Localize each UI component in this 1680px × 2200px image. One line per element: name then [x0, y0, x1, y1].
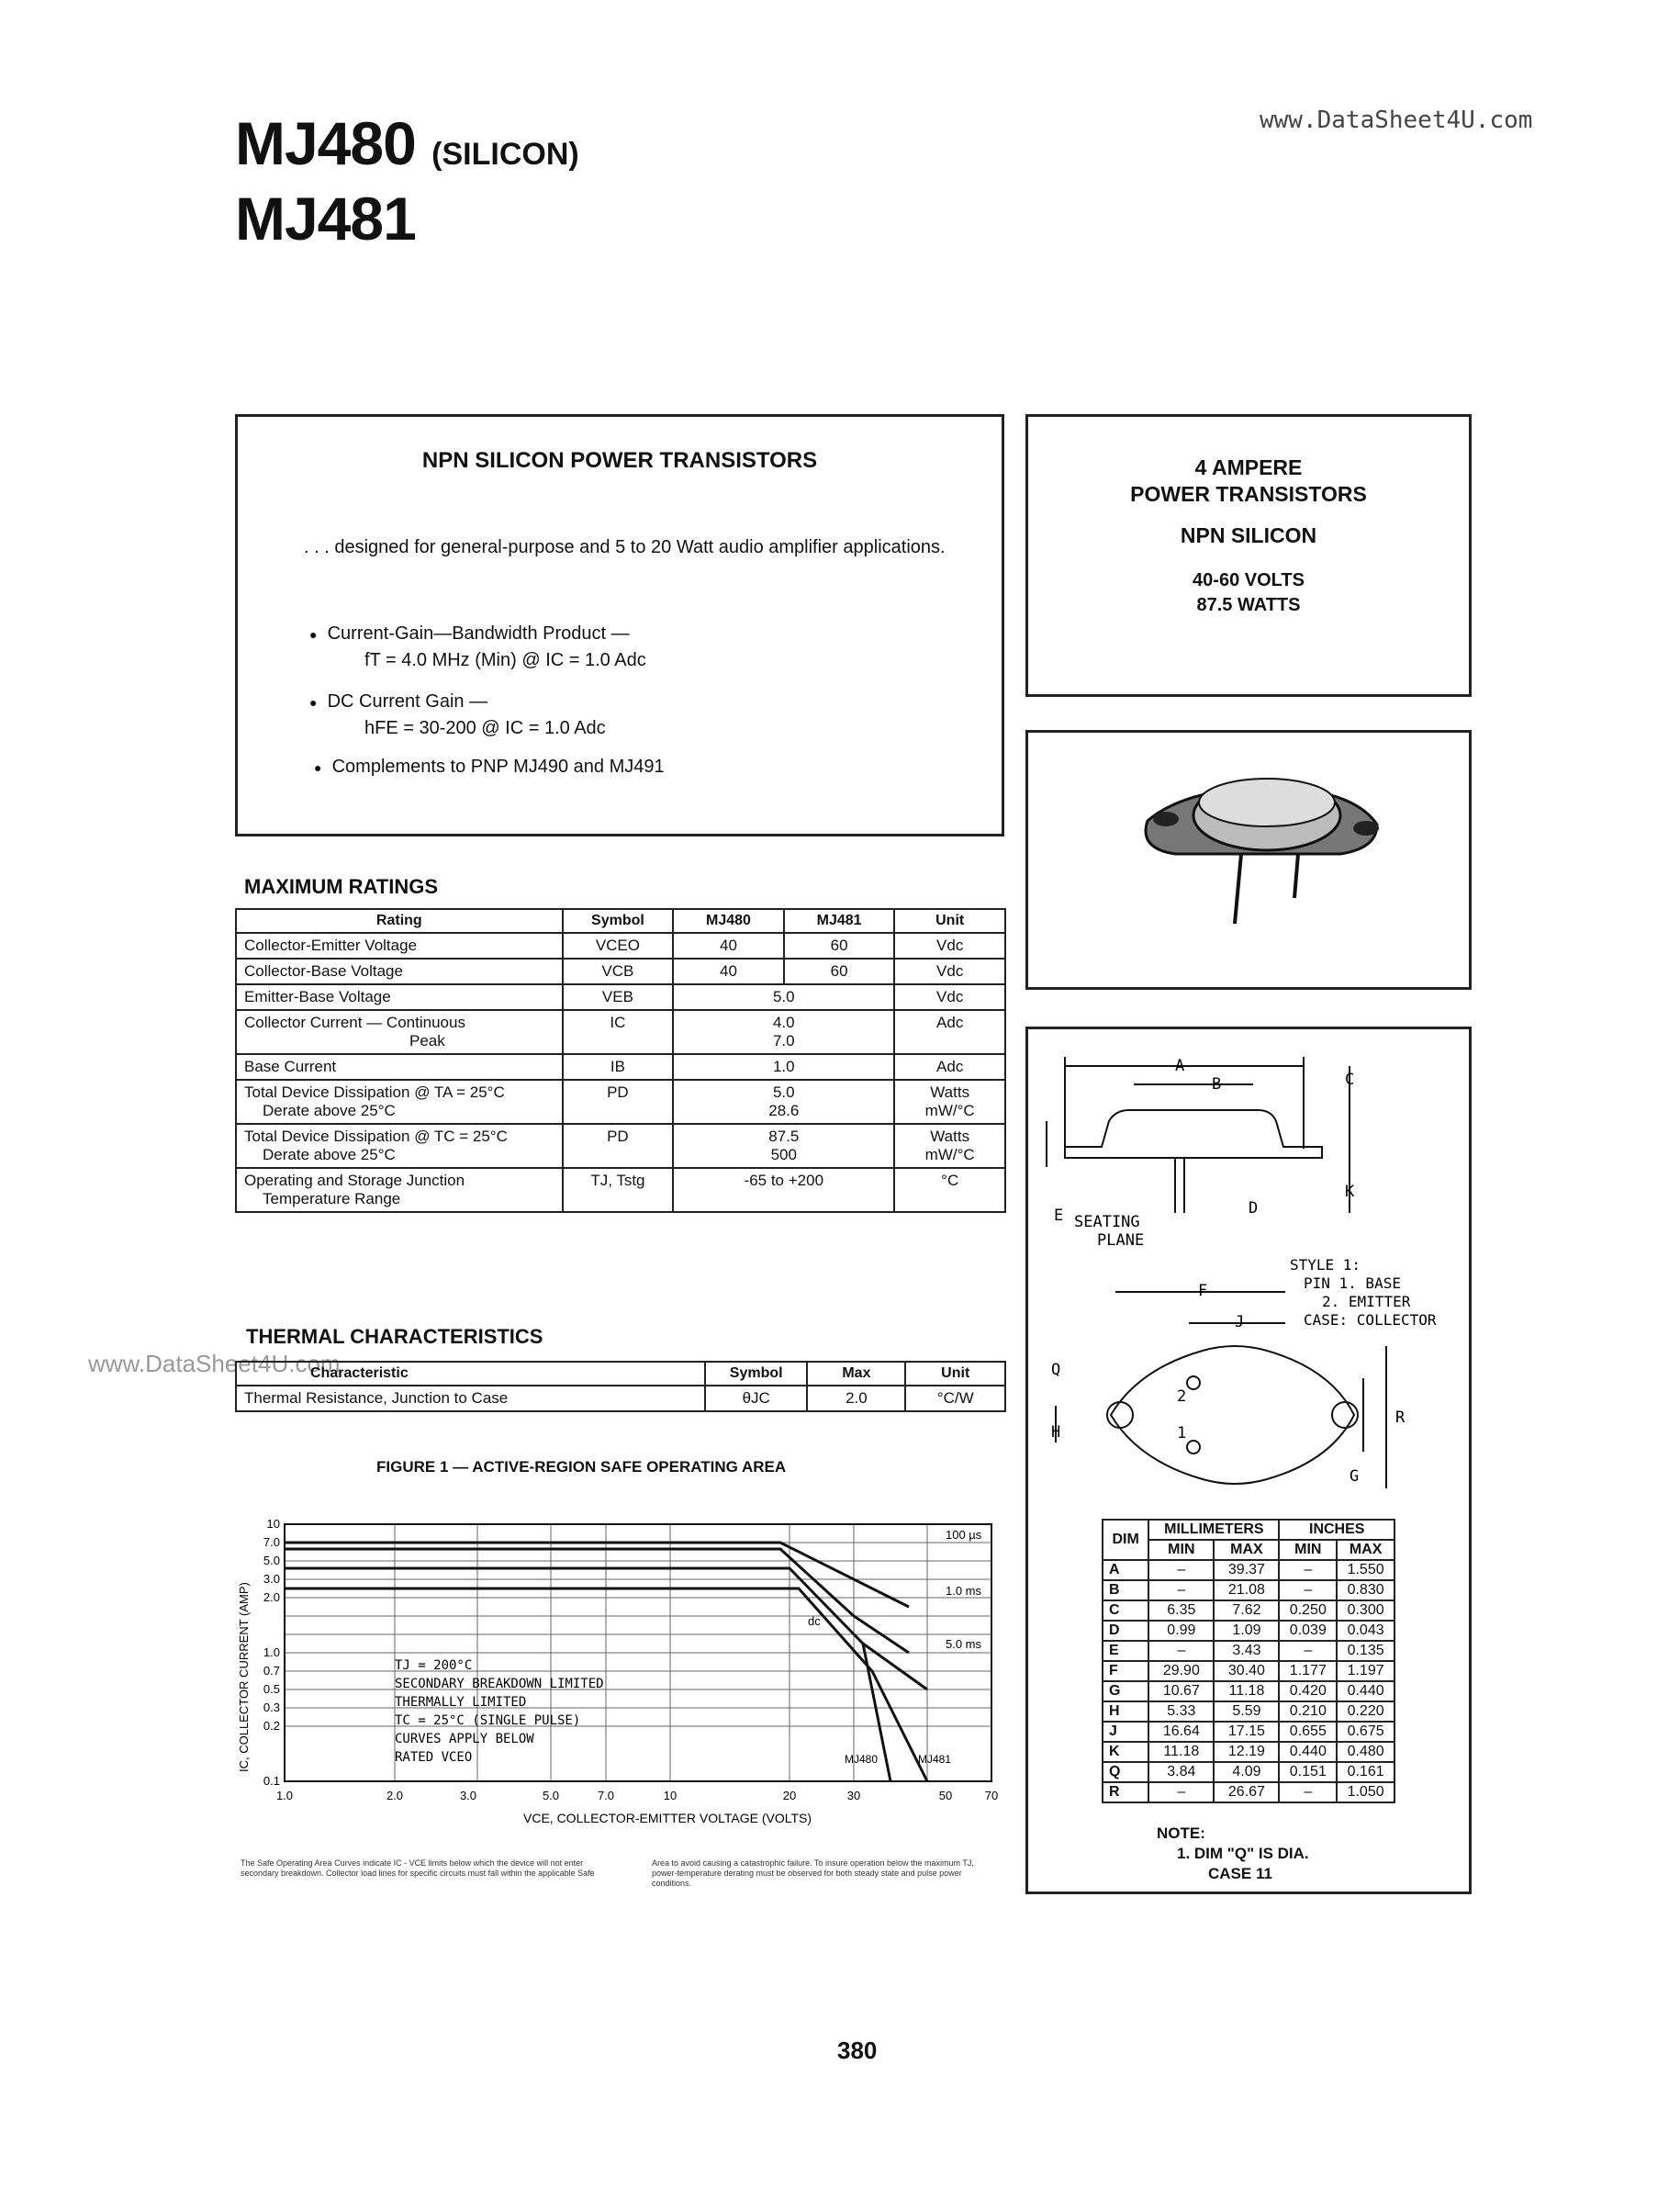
label-100us: 100 µs	[946, 1528, 982, 1542]
bullet-icon: ●	[309, 695, 318, 710]
thermal-heading: THERMAL CHARACTERISTICS	[246, 1325, 543, 1348]
label-dc: dc	[808, 1614, 821, 1628]
package-outline-drawing	[1028, 1029, 1469, 1580]
part-title-2: MJ481	[235, 185, 416, 253]
page-number: 380	[837, 2037, 878, 2064]
chart-legend	[395, 1658, 604, 1765]
dimensions-notes: NOTE: 1. DIM "Q" IS DIA. CASE 11	[1157, 1824, 1309, 1882]
chart-grid	[285, 1524, 991, 1781]
table-row: Collector Current — Continuous Peak IC 4.0 7.0 Adc	[236, 1010, 1005, 1054]
svg-text:7.0: 7.0	[597, 1789, 615, 1802]
curve-1ms	[285, 1549, 909, 1653]
figure-note-right: Area to avoid causing a catastrophic failure. To insure operation below the maximum TJ, power-temperature derating must be observed for both steady state and pulse power conditions.	[652, 1858, 974, 1888]
table-row: Base Current IB 1.0 Adc	[236, 1054, 1005, 1080]
figure-note-left: The Safe Operating Area Curves indicate IC - VCE limits below which the device will not enter secondary breakdown. Collector load lines for specific circuits must fall within the applicable Safe	[241, 1858, 595, 1878]
svg-text:PIN 1. BASE: PIN 1. BASE	[1304, 1274, 1401, 1292]
table-row: Collector-Emitter Voltage VCEO 40 60 Vdc	[236, 933, 1005, 959]
pin-label-2: 2	[1177, 1387, 1187, 1406]
svg-text:20: 20	[782, 1789, 797, 1802]
svg-text:CURVES APPLY BELOW: CURVES APPLY BELOW	[395, 1732, 534, 1746]
table-row: A – 39.37 – 1.550	[1103, 1560, 1394, 1580]
table-row: J 16.64 17.15 0.655 0.675	[1103, 1722, 1394, 1742]
svg-text:0.3: 0.3	[263, 1701, 280, 1714]
x-axis-label: VCE, COLLECTOR-EMITTER VOLTAGE (VOLTS)	[523, 1811, 812, 1825]
table-row: Operating and Storage Junction Temperature Range TJ, Tstg -65 to +200 °C	[236, 1168, 1005, 1212]
dim-label-a: A	[1175, 1057, 1185, 1075]
bullet-dc-gain: ● DC Current Gain — hFE = 30-200 @ IC = 1.0 Adc	[309, 691, 606, 738]
table-row: B – 21.08 – 0.830	[1103, 1580, 1394, 1600]
dim-label-e: E	[1054, 1207, 1064, 1225]
soa-chart	[230, 1506, 1010, 1836]
svg-text:2. EMITTER: 2. EMITTER	[1322, 1293, 1411, 1310]
table-header-row: DIM MILLIMETERS INCHES	[1103, 1520, 1394, 1540]
svg-text:STYLE 1:: STYLE 1:	[1290, 1256, 1361, 1274]
svg-text:0.7: 0.7	[263, 1664, 280, 1678]
dim-label-k: K	[1345, 1183, 1355, 1201]
dim-label-c: C	[1345, 1071, 1355, 1089]
svg-text:50: 50	[938, 1789, 953, 1802]
dim-label-r: R	[1395, 1409, 1406, 1427]
svg-text:TJ = 200°C: TJ = 200°C	[395, 1658, 473, 1673]
summary-box	[1025, 414, 1472, 697]
y-tick-labels	[263, 1517, 280, 1788]
style-notes	[1290, 1256, 1437, 1329]
svg-text:RATED VCEO: RATED VCEO	[395, 1750, 473, 1765]
svg-text:0.2: 0.2	[263, 1719, 280, 1733]
svg-text:CASE: COLLECTOR: CASE: COLLECTOR	[1304, 1311, 1437, 1329]
table-row: Thermal Resistance, Junction to Case θJC 2.0 °C/W	[236, 1386, 1005, 1411]
svg-text:1.0: 1.0	[275, 1789, 294, 1802]
svg-text:0.5: 0.5	[263, 1682, 280, 1696]
to3-package-icon	[1028, 733, 1469, 987]
table-row: Total Device Dissipation @ TC = 25°C Derate above 25°C PD 87.5 500 Watts mW/°C	[236, 1124, 1005, 1168]
part-number-mj480: MJ480	[235, 109, 416, 177]
dim-label-b: B	[1212, 1075, 1222, 1094]
dimensions-table	[1102, 1519, 1395, 1803]
pin-label-1: 1	[1177, 1424, 1187, 1442]
svg-text:2.0: 2.0	[386, 1789, 404, 1802]
svg-text:SECONDARY BREAKDOWN LIMITED: SECONDARY BREAKDOWN LIMITED	[395, 1677, 604, 1691]
table-row: H 5.33 5.59 0.210 0.220	[1103, 1701, 1394, 1722]
table-row: Q 3.84 4.09 0.151 0.161	[1103, 1762, 1394, 1782]
svg-text:2.0: 2.0	[263, 1590, 280, 1604]
dim-label-j: J	[1235, 1313, 1245, 1331]
bullet-complements: ● Complements to PNP MJ490 and MJ491	[314, 757, 665, 777]
figure-title: FIGURE 1 — ACTIVE-REGION SAFE OPERATING AREA	[376, 1458, 787, 1476]
table-row: F 29.90 30.40 1.177 1.197	[1103, 1661, 1394, 1681]
intro-description: . . . designed for general-purpose and 5 to 20 Watt audio amplifier applications.	[304, 537, 946, 557]
x-tick-labels	[276, 1789, 998, 1802]
summary-type: POWER TRANSISTORS	[1130, 482, 1367, 506]
max-ratings-table	[235, 908, 1006, 1213]
table-row: K 11.18 12.19 0.440 0.480	[1103, 1742, 1394, 1762]
svg-text:THERMALLY LIMITED: THERMALLY LIMITED	[395, 1695, 527, 1710]
dim-label-h: H	[1051, 1423, 1061, 1442]
side-view-labels	[1054, 1057, 1355, 1250]
side-view	[1047, 1057, 1350, 1213]
svg-text:5.0: 5.0	[263, 1554, 280, 1567]
watermark: www.DataSheet4U.com	[88, 1350, 341, 1377]
svg-text:10: 10	[663, 1789, 678, 1802]
summary-polarity: NPN SILICON	[1180, 523, 1317, 547]
svg-text:10: 10	[266, 1517, 280, 1531]
svg-text:7.0: 7.0	[263, 1535, 280, 1549]
plane-label: PLANE	[1097, 1231, 1145, 1250]
summary-power: 87.5 WATTS	[1196, 595, 1301, 615]
dim-label-g: G	[1350, 1467, 1360, 1486]
y-axis-label: IC, COLLECTOR CURRENT (AMP)	[237, 1582, 251, 1772]
svg-text:30: 30	[846, 1789, 861, 1802]
summary-voltage: 40-60 VOLTS	[1193, 570, 1305, 590]
svg-text:1.0: 1.0	[263, 1645, 280, 1659]
table-row: Emitter-Base Voltage VEB 5.0 Vdc	[236, 984, 1005, 1010]
table-row: R – 26.67 – 1.050	[1103, 1782, 1394, 1802]
dim-label-q: Q	[1051, 1361, 1061, 1379]
label-1ms: 1.0 ms	[946, 1584, 982, 1598]
summary-current: 4 AMPERE	[1194, 455, 1303, 479]
header-url[interactable]: www.DataSheet4U.com	[1260, 107, 1533, 134]
table-header-row: Characteristic Symbol Max Unit	[236, 1362, 1005, 1386]
table-row: Collector-Base Voltage VCB 40 60 Vdc	[236, 959, 1005, 984]
table-row: C 6.35 7.62 0.250 0.300	[1103, 1600, 1394, 1621]
intro-heading: NPN SILICON POWER TRANSISTORS	[421, 448, 818, 473]
svg-text:3.0: 3.0	[263, 1572, 280, 1586]
bullet-icon: ●	[309, 627, 318, 642]
table-row: Total Device Dissipation @ TA = 25°C Derate above 25°C PD 5.0 28.6 Watts mW/°C	[236, 1080, 1005, 1124]
table-header-row: MIN MAX MIN MAX	[1103, 1540, 1394, 1560]
label-mj480: MJ480	[845, 1753, 879, 1766]
outline-box	[1025, 1027, 1472, 1894]
svg-text:3.0: 3.0	[459, 1789, 477, 1802]
dim-label-d: D	[1249, 1199, 1259, 1218]
thermal-table	[235, 1361, 1006, 1412]
package-image-box	[1025, 730, 1472, 990]
max-ratings-heading: MAXIMUM RATINGS	[244, 875, 439, 898]
intro-box	[235, 414, 1004, 836]
svg-text:0.1: 0.1	[263, 1774, 280, 1788]
table-row: D 0.99 1.09 0.039 0.043	[1103, 1621, 1394, 1641]
svg-text:5.0: 5.0	[542, 1789, 560, 1802]
table-header-row: Rating Symbol MJ480 MJ481 Unit	[236, 909, 1005, 933]
label-5ms: 5.0 ms	[946, 1637, 982, 1651]
svg-text:TC = 25°C (SINGLE PULSE): TC = 25°C (SINGLE PULSE)	[395, 1713, 581, 1728]
bullet-gain-bandwidth: ● Current-Gain—Bandwidth Product — fT = 4.0 MHz (Min) @ IC = 1.0 Adc	[309, 623, 646, 670]
seating-label: SEATING	[1074, 1213, 1140, 1231]
dim-label-f: F	[1198, 1282, 1208, 1300]
part-title-1	[235, 108, 579, 178]
label-mj481: MJ481	[918, 1753, 952, 1766]
bullet-icon: ●	[314, 760, 322, 775]
svg-text:70: 70	[984, 1789, 999, 1802]
table-row: G 10.67 11.18 0.420 0.440	[1103, 1681, 1394, 1701]
silicon-label: (SILICON)	[431, 137, 579, 172]
table-row: E – 3.43 – 0.135	[1103, 1641, 1394, 1661]
